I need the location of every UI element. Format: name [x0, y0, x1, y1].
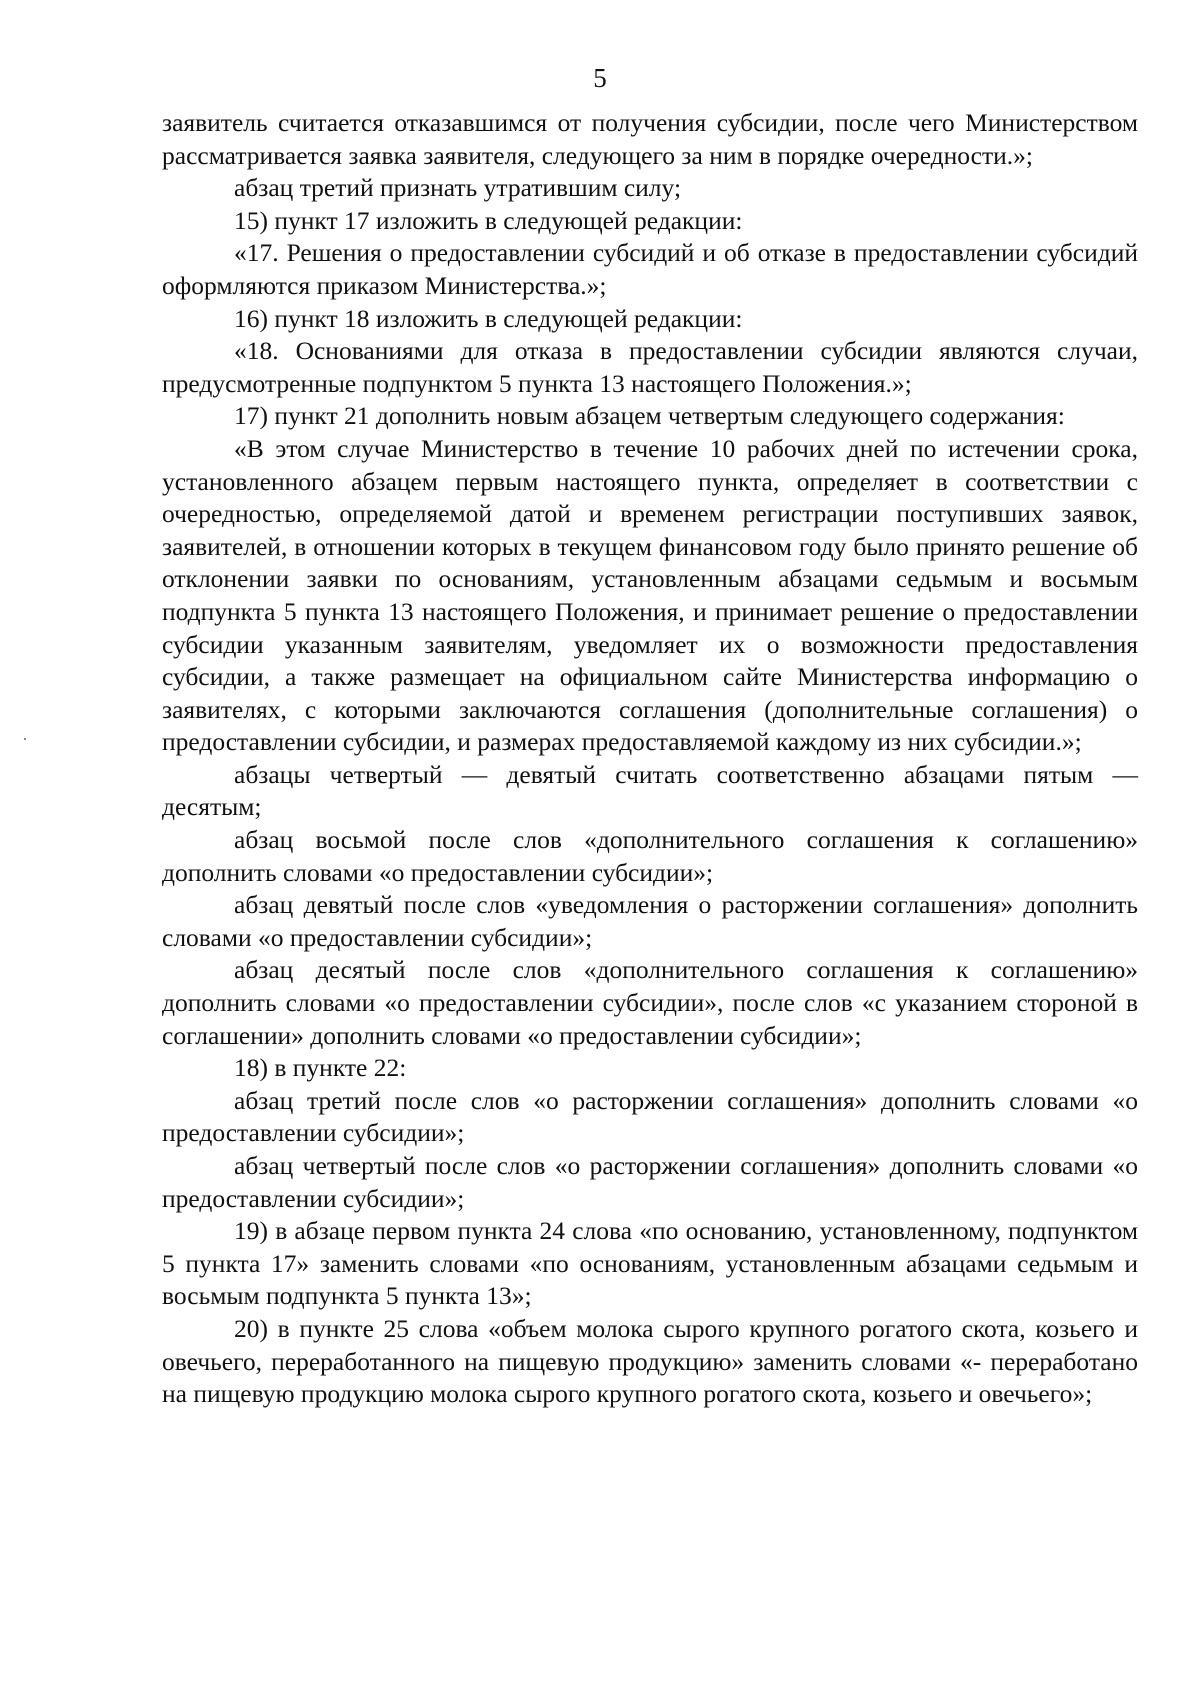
- paragraph: абзацы четвертый — девятый считать соответственно абзацами пятым — десятым;: [162, 759, 1138, 822]
- paragraph: 19) в абзаце первом пункта 24 слова «по основанию, установленному, подпунктом 5 пункта 17» заменить словами «по основаниям, установленным абзацами седьмым и восьмым подпункта 5 пункта 13»;: [162, 1216, 1138, 1311]
- paragraph: абзац десятый после слов «дополнительного соглашения к соглашению» дополнить словами «о предоставлении субсидии», после слов «с указанием стороной в соглашении» дополнить словами «о предоставлении субсидии»;: [162, 955, 1138, 1050]
- paragraph: абзац четвертый после слов «о расторжении соглашения» дополнить словами «о предоставлении субсидии»;: [162, 1151, 1138, 1213]
- paragraph: абзац девятый после слов «уведомления о расторжении соглашения» дополнить словами «о предоставлении субсидии»;: [162, 890, 1138, 952]
- paragraph: 15) пункт 17 изложить в следующей редакции:: [234, 205, 743, 235]
- paragraph: абзац третий после слов «о расторжении соглашения» дополнить словами «о предоставлении субсидии»;: [162, 1085, 1138, 1148]
- paragraph: «17. Решения о предоставлении субсидий и об отказе в предоставлении субсидий оформляются приказом Министерства.»;: [162, 238, 1138, 300]
- paragraph: 18) в пункте 22:: [234, 1053, 407, 1083]
- paragraph: абзац третий признать утратившим силу;: [234, 173, 682, 203]
- paragraph: 16) пункт 18 изложить в следующей редакции:: [234, 303, 743, 333]
- page-number: 5: [593, 63, 607, 93]
- scan-mark: [24, 738, 26, 740]
- paragraph-continuation: заявитель считается отказавшимся от получения субсидии, после чего Министерством рассматривается заявка заявителя, следующего за ним в порядке очередности.»;: [162, 108, 1138, 170]
- paragraph: 17) пункт 21 дополнить новым абзацем четвертым следующего содержания:: [234, 401, 1065, 431]
- document-body: [162, 107, 1138, 1411]
- paragraph: «18. Основаниями для отказа в предоставлении субсидии являются случаи, предусмотренные подпунктом 5 пункта 13 настоящего Положения.»;: [162, 336, 1138, 398]
- paragraph: 20) в пункте 25 слова «объем молока сырого крупного рогатого скота, козьего и овечьего, переработанного на пищевую продукцию» заменить словами «- переработано на пищевую продукцию молока сырого крупного рогатого скота, козьего и овечьего»;: [162, 1313, 1138, 1409]
- paragraph: абзац восьмой после слов «дополнительного соглашения к соглашению» дополнить словами «о предоставлении субсидии»;: [162, 825, 1138, 887]
- paragraph: «В этом случае Министерство в течение 10 рабочих дней по истечении срока, установленного абзацем первым настоящего пункта, определяет в соответствии с очередностью, определяемой датой и временем регистрации поступивших заявок, заявителей, в отношении которых в текущем финансовом году было принято решение об отклонении заявки по основаниям, установленным абзацами седьмым и восьмым подпункта 5 пункта 13 настоящего Положения, и принимает решение о предоставлении субсидии указанным заявителям, уведомляет их о возможности предоставления субсидии, а также размещает на официальном сайте Министерства информацию о заявителях, с которыми заключаются соглашения (дополнительные соглашения) о предоставлении субсидии, и размерах предоставляемой каждому из них субсидии.»;: [162, 433, 1138, 757]
